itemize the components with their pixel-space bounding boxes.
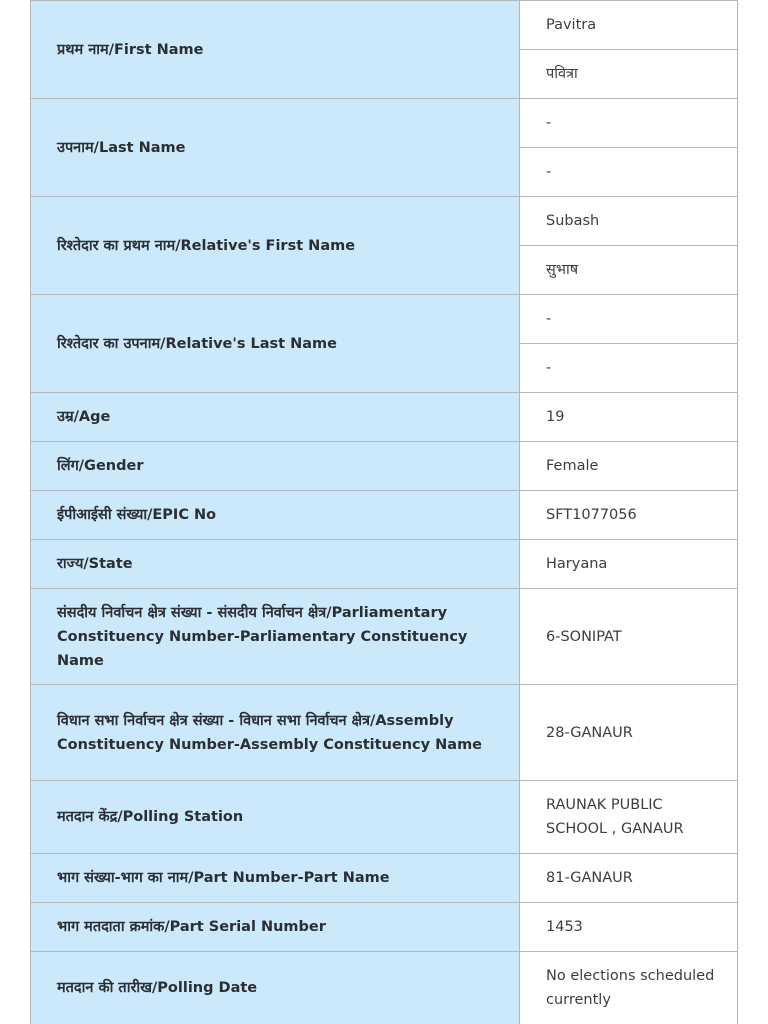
relative-last-name-english-value: - bbox=[520, 295, 738, 344]
part-serial-number-label: भाग मतदाता क्रमांक/Part Serial Number bbox=[31, 903, 520, 952]
part-serial-number-value: 1453 bbox=[520, 903, 738, 952]
relative-last-name-label: रिश्तेदार का उपनाम/Relative's Last Name bbox=[31, 295, 520, 393]
relative-first-name-label: रिश्तेदार का प्रथम नाम/Relative's First Name bbox=[31, 197, 520, 295]
relative-last-name-hindi-value: - bbox=[520, 344, 738, 393]
last-name-label: उपनाम/Last Name bbox=[31, 99, 520, 197]
first-name-english-value: Pavitra bbox=[520, 1, 738, 50]
gender-label: लिंग/Gender bbox=[31, 442, 520, 491]
age-label: उम्र/Age bbox=[31, 393, 520, 442]
part-number-name-value: 81-GANAUR bbox=[520, 854, 738, 903]
epic-no-label: ईपीआईसी संख्या/EPIC No bbox=[31, 491, 520, 540]
first-name-hindi-value: पवित्रा bbox=[520, 50, 738, 99]
polling-station-value: RAUNAK PUBLIC SCHOOL , GANAUR bbox=[520, 781, 738, 854]
relative-first-name-hindi-value: सुभाष bbox=[520, 246, 738, 295]
state-value: Haryana bbox=[520, 540, 738, 589]
polling-date-value: No elections scheduled currently bbox=[520, 952, 738, 1024]
epic-no-value: SFT1077056 bbox=[520, 491, 738, 540]
part-number-name-label: भाग संख्या-भाग का नाम/Part Number-Part Name bbox=[31, 854, 520, 903]
assembly-constituency-label: विधान सभा निर्वाचन क्षेत्र संख्या - विधान सभा निर्वाचन क्षेत्र/Assembly Constituency Number-Assembly Constituency Name bbox=[31, 685, 520, 781]
state-label: राज्य/State bbox=[31, 540, 520, 589]
last-name-english-value: - bbox=[520, 99, 738, 148]
age-value: 19 bbox=[520, 393, 738, 442]
gender-value: Female bbox=[520, 442, 738, 491]
first-name-label: प्रथम नाम/First Name bbox=[31, 1, 520, 99]
last-name-hindi-value: - bbox=[520, 148, 738, 197]
parliamentary-constituency-value: 6-SONIPAT bbox=[520, 589, 738, 685]
polling-station-label: मतदान केंद्र/Polling Station bbox=[31, 781, 520, 854]
assembly-constituency-value: 28-GANAUR bbox=[520, 685, 738, 781]
parliamentary-constituency-label: संसदीय निर्वाचन क्षेत्र संख्या - संसदीय निर्वाचन क्षेत्र/Parliamentary Constituency Number-Parliamentary Constituency Name bbox=[31, 589, 520, 685]
voter-details-table bbox=[30, 0, 738, 1024]
relative-first-name-english-value: Subash bbox=[520, 197, 738, 246]
polling-date-label: मतदान की तारीख/Polling Date bbox=[31, 952, 520, 1024]
